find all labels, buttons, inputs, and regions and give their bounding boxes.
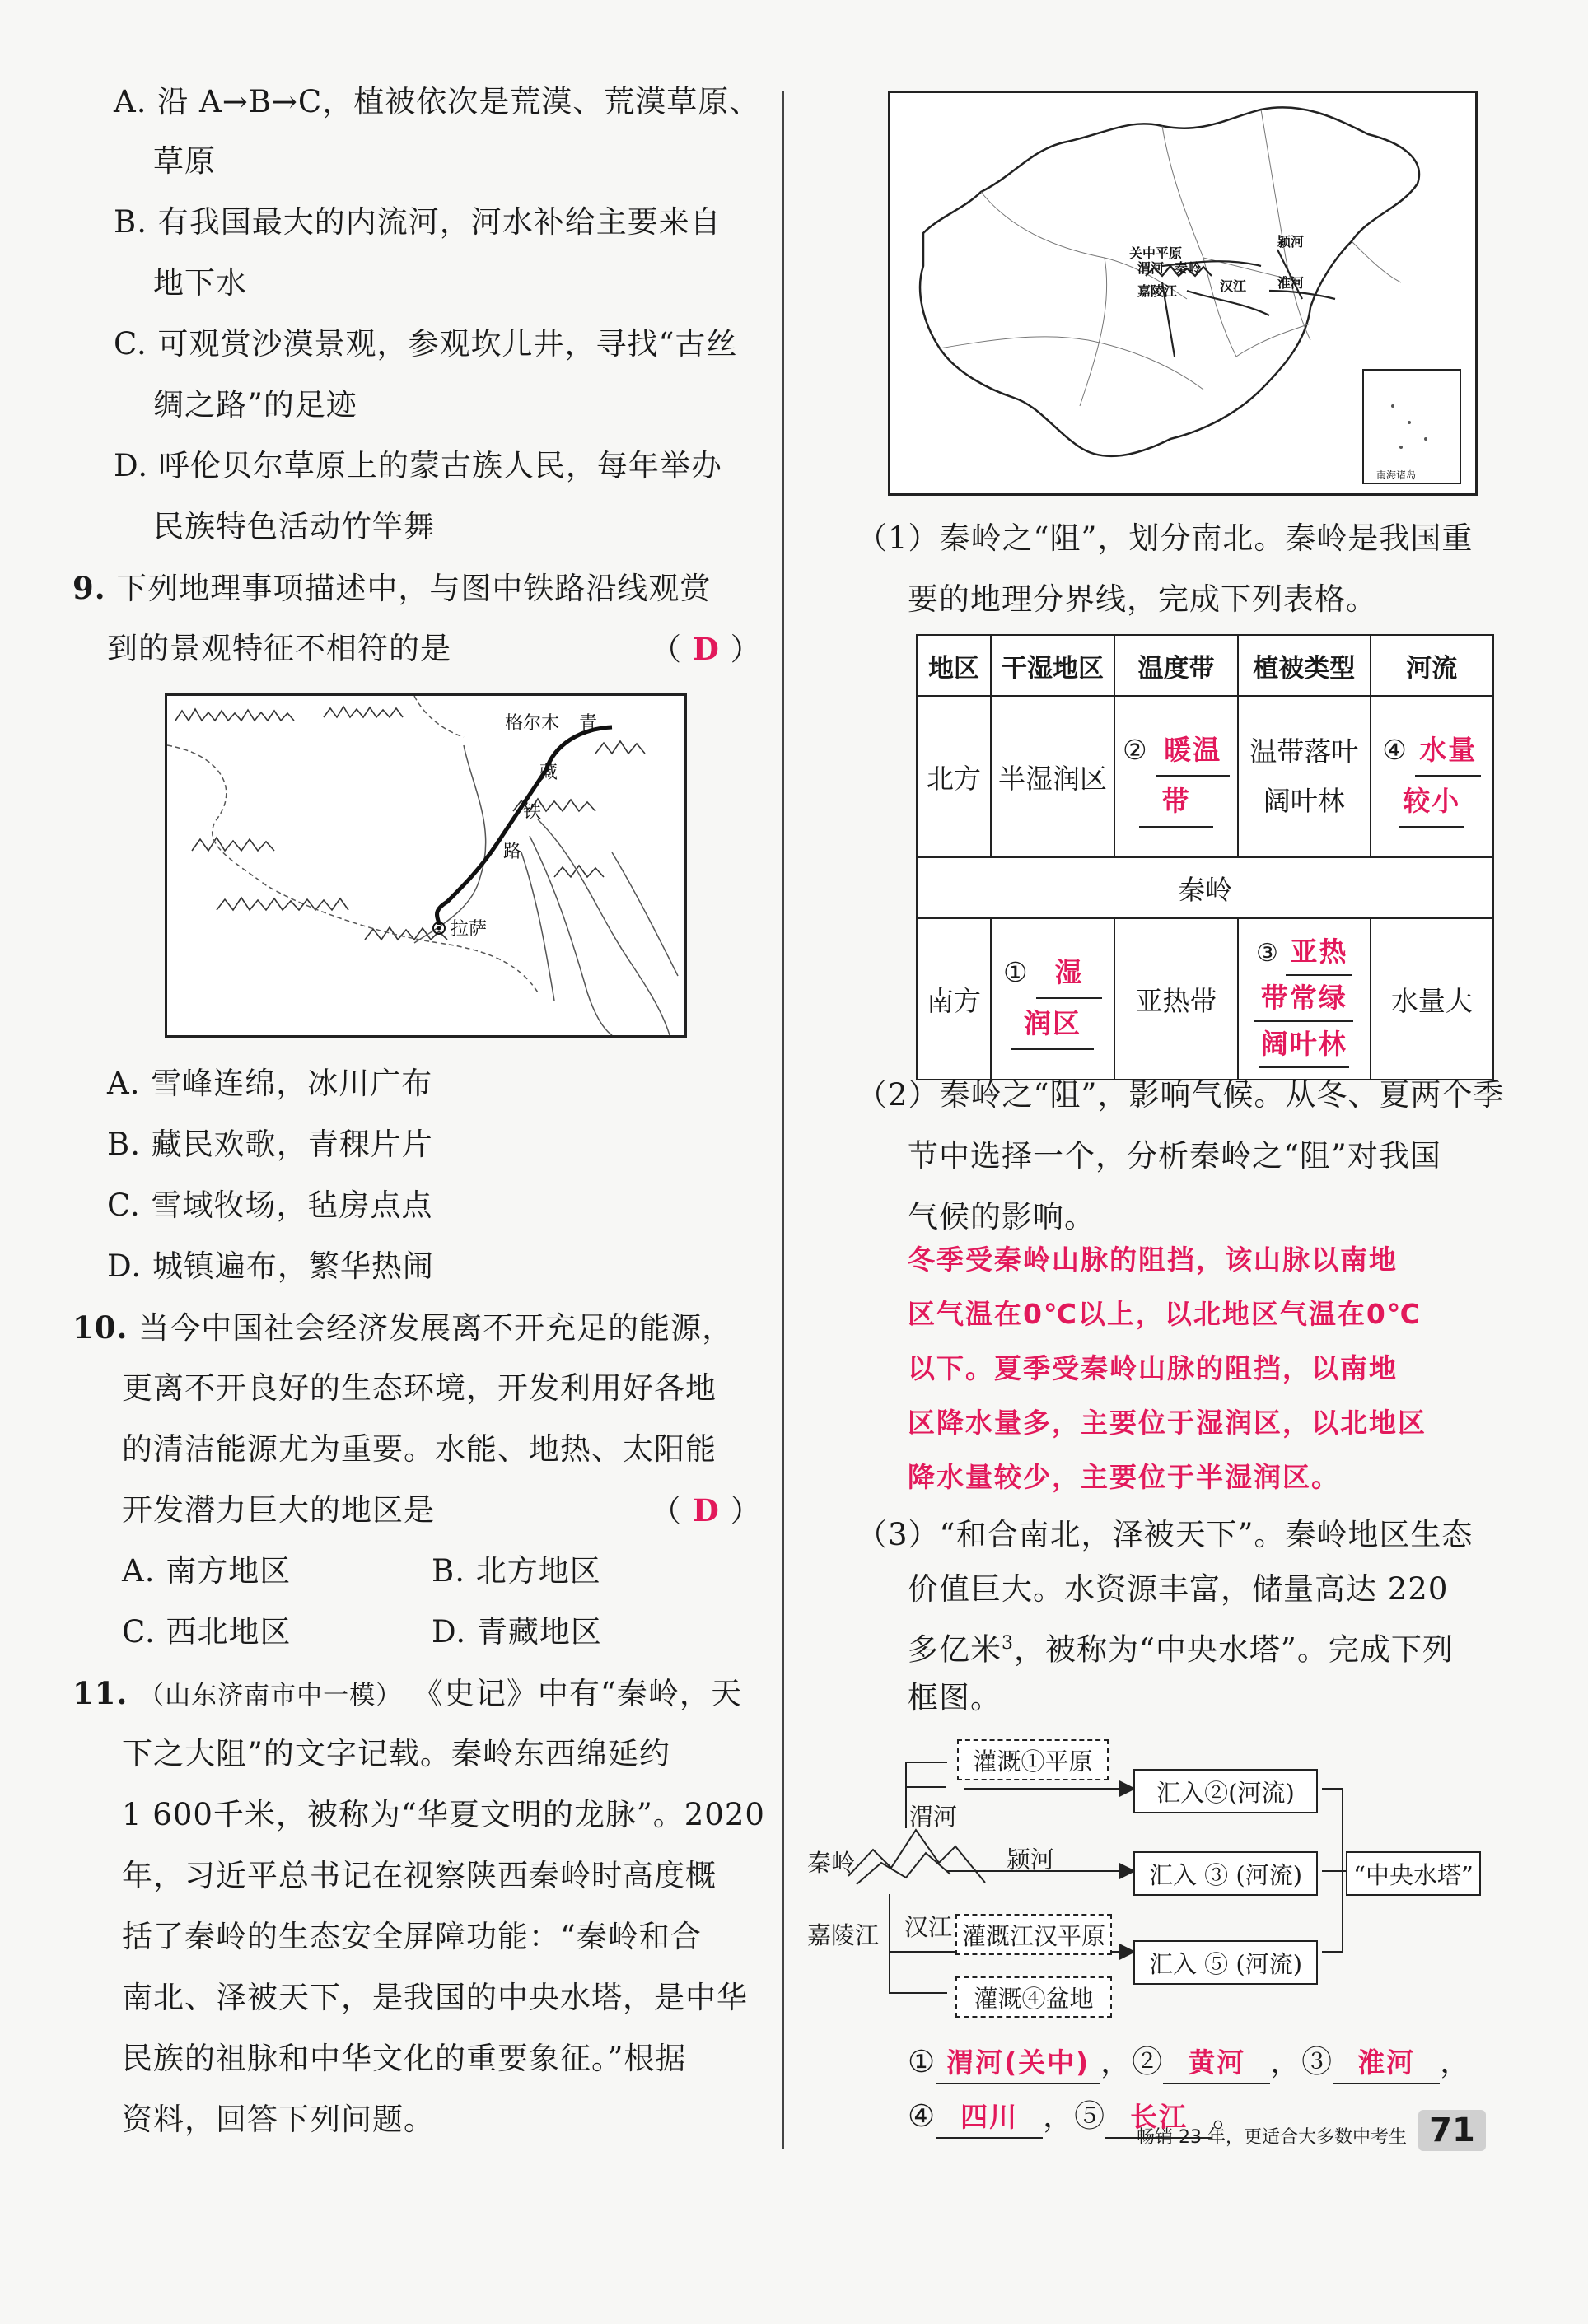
blank-marker-1: ① [1002, 956, 1028, 988]
q9-answer-slot [651, 629, 762, 670]
p2-line-1: （2）秦岭之“阻”，影响气候。从冬、夏两个季 [857, 1077, 1505, 1113]
q9-answer: D [692, 631, 720, 667]
north-region: 北方 [917, 696, 991, 857]
q9-stem-text: 下列地理事项描述中，与图中铁路沿线观赏 [116, 571, 712, 606]
q11-stem-text: 《史记》中有“秦岭，天 [412, 1676, 742, 1711]
q11-line-3: 1 600千米，被称为“华夏文明的龙脉”。2020 [122, 1797, 765, 1832]
p3-line-3a: 多亿米 [908, 1631, 1002, 1668]
q10-answer: D [692, 1492, 720, 1528]
q11-line-8: 资料，回答下列问题。 [122, 2102, 435, 2137]
marker-1: ① [908, 2044, 936, 2079]
railway-map-drawing [167, 696, 684, 1035]
label-qinling: 秦岭 [1175, 260, 1202, 276]
q10-option-b: B. 北方地区 [432, 1553, 601, 1589]
river-2 [538, 819, 670, 1035]
label-lhasa: 拉萨 [451, 919, 488, 940]
east-range [596, 741, 645, 754]
river-1 [414, 745, 486, 943]
label-weihe: 渭河 [1137, 260, 1165, 276]
gangdise-range [192, 838, 274, 851]
north-moisture: 半湿润区 [991, 696, 1114, 857]
q11-line-2: 下之大阻”的文字记载。秦岭东西绵延约 [122, 1736, 670, 1771]
qinling-divider: 秦岭 [917, 857, 1493, 918]
p2-answer-2: 区气温在0℃以上，以北地区气温在0℃ [908, 1298, 1422, 1330]
q9-option-b: B. 藏民欢歌，青稞片片 [107, 1127, 433, 1162]
label-zang: 藏 [539, 763, 558, 783]
kunlun-range-b [324, 707, 403, 717]
south-sea-inset [1363, 370, 1460, 483]
north-south-table [916, 634, 1494, 1080]
island-4 [1399, 446, 1403, 449]
north-veg-a: 温带落叶 [1249, 735, 1359, 768]
answer-2b: 带 [1139, 777, 1213, 828]
q11-line-5: 括了秦岭的生态安全屏障功能：“秦岭和合 [122, 1919, 702, 1954]
column-divider [782, 91, 784, 2149]
q9-option-a: A. 雪峰连绵，冰川广布 [107, 1066, 433, 1101]
label-hanjiang: 汉江 [1220, 278, 1247, 294]
th-river: 河流 [1371, 635, 1494, 696]
hanjiang-river [1187, 291, 1269, 315]
answer-3b: 带常绿 [1254, 976, 1353, 1022]
island-2 [1408, 421, 1411, 424]
answer-1a: 湿 [1036, 948, 1102, 999]
q10-line-3: 的清洁能源尤为重要。水能、地热、太阳能 [122, 1431, 717, 1467]
marker-5: ，⑤ [1043, 2098, 1106, 2134]
blank-marker-2: ② [1122, 734, 1147, 766]
province-border-5 [1080, 258, 1107, 406]
label-golmud: 格尔木 [505, 713, 560, 734]
q9-stem-cont: 到的景观特征不相符的是 [107, 631, 451, 666]
south-river: 水量大 [1371, 918, 1494, 1080]
flow-answer-3: 淮河 [1333, 2043, 1440, 2084]
period: 。 [1212, 2098, 1245, 2134]
river-3 [530, 836, 612, 1035]
label-huaihe: 淮河 [1277, 275, 1305, 291]
p3-superscript: 3 [1002, 1633, 1014, 1654]
south-temperature: 亚热带 [1114, 918, 1238, 1080]
q10-number: 10. [72, 1309, 128, 1346]
border-north [414, 696, 464, 737]
central-water-tower-box: “中央水塔” [1346, 1851, 1481, 1896]
province-border-2 [1162, 126, 1236, 357]
weihe-up [906, 1762, 946, 1787]
label-jialing: 嘉陵江 [1137, 283, 1178, 299]
china-map-drawing [890, 93, 1475, 493]
flow-answer-5: 长江 [1105, 2098, 1212, 2139]
label-guanzhong: 关中平原 [1129, 245, 1183, 261]
irrigate-basin-4-box: 灌溉④盆地 [955, 1976, 1112, 2018]
island-1 [1391, 404, 1394, 408]
blank-marker-3: ③ [1256, 939, 1278, 968]
th-region: 地区 [917, 635, 991, 696]
himalaya-range-a [217, 898, 348, 910]
q11-line-4: 年，习近平总书记在视察陕西秦岭时高度概 [122, 1858, 717, 1893]
hengduan-range [554, 866, 604, 877]
page-number: 71 [1418, 2110, 1486, 2151]
q9-option-c: C. 雪域牧场，毡房点点 [107, 1188, 433, 1223]
south-moisture-cell [991, 918, 1114, 1080]
q11-line-6: 南北、泽被天下，是我国的中央水塔，是中华 [122, 1980, 748, 2015]
north-row [917, 696, 1493, 857]
flow-into-3-box: 汇入 ③ (河流) [1133, 1851, 1318, 1896]
flow-label-hanjiang: 汉江 [904, 1913, 953, 1941]
south-vegetation-cell [1238, 918, 1371, 1080]
answer-3a: 亚热 [1286, 930, 1352, 976]
q8-option-d: D. 呼伦贝尔草原上的蒙古族人民，每年举办 [114, 448, 722, 483]
divider-row [917, 857, 1493, 918]
paren-open: （ [651, 1493, 682, 1528]
q8-option-c-cont: 绸之路”的足迹 [153, 387, 357, 422]
q8-option-a: A. 沿 A→B→C，植被依次是荒漠、荒漠草原、 [114, 84, 761, 119]
irrigate-jianghan-box: 灌溉江汉平原 [955, 1914, 1112, 1955]
p2-answer-3: 以下。夏季受秦岭山脉的阻挡，以南地 [908, 1352, 1398, 1384]
th-vegetation: 植被类型 [1238, 635, 1371, 696]
flow-answer-4: 四川 [936, 2098, 1043, 2139]
p1-line-1: （1）秦岭之“阻”，划分南北。秦岭是我国重 [857, 520, 1474, 556]
flow-label-jialing: 嘉陵江 [807, 1921, 880, 1949]
paren-open: （ [651, 632, 682, 667]
lhasa-dot [437, 926, 441, 931]
answer-1b: 润区 [1011, 999, 1094, 1050]
south-region: 南方 [917, 918, 991, 1080]
p2-answer-5: 降水量较少，主要位于半湿润区。 [908, 1461, 1340, 1493]
flow-label-yinghe: 颍河 [1007, 1846, 1055, 1874]
answer-4a: 水量 [1415, 726, 1481, 777]
label-tie: 铁 [523, 802, 542, 823]
label-yinghe: 颍河 [1277, 234, 1305, 250]
china-map [888, 91, 1478, 496]
q9-stem [72, 568, 711, 609]
label-lu: 路 [503, 842, 522, 862]
kunlun-range-a [175, 709, 294, 721]
q10-option-a: A. 南方地区 [122, 1553, 292, 1589]
label-qing: 青 [579, 713, 598, 734]
th-moisture: 干湿地区 [991, 635, 1114, 696]
footer-tagline: 畅销 23 年，更适合大多数中考生 [1137, 2127, 1407, 2148]
p3-line-3b: ，被称为“中央水塔”。完成下列 [1014, 1631, 1454, 1668]
q10-line-4: 开发潜力巨大的地区是 [122, 1492, 435, 1528]
q10-option-c: C. 西北地区 [122, 1614, 292, 1650]
flow-answers-row-1 [908, 2042, 1471, 2084]
river-5 [612, 852, 678, 976]
province-border-8 [1352, 241, 1401, 282]
marker-3: ，③ [1270, 2044, 1333, 2079]
province-border-4 [1261, 110, 1310, 340]
p2-answer-1: 冬季受秦岭山脉的阻挡，该山脉以南地 [908, 1244, 1398, 1276]
q11-number: 11. [72, 1675, 128, 1711]
flow-label-qinling: 秦岭 [807, 1849, 856, 1877]
q10-line-2: 更离不开良好的生态环境，开发利用好各地 [122, 1370, 717, 1406]
paren-close: ） [730, 1493, 762, 1528]
p2-line-3: 气候的影响。 [908, 1199, 1095, 1234]
answer-2a: 暖温 [1156, 726, 1230, 777]
answer-3c: 阔叶林 [1259, 1022, 1349, 1068]
answer-4b: 较小 [1399, 777, 1464, 828]
q11-stem [72, 1673, 742, 1715]
q10-stem [72, 1308, 733, 1348]
q9-option-d: D. 城镇遍布，繁华热闹 [107, 1248, 434, 1284]
q8-option-d-cont: 民族特色活动竹竿舞 [153, 509, 435, 544]
q8-option-b: B. 有我国最大的内流河，河水补给主要来自 [114, 204, 722, 240]
q10-stem-text: 当今中国社会经济发展离不开充足的能源， [138, 1310, 734, 1346]
north-temperature-cell [1114, 696, 1238, 857]
q8-option-b-cont: 地下水 [153, 265, 247, 301]
qinghai-tibet-railway-map [165, 693, 687, 1038]
p3-line-4: 框图。 [908, 1680, 1002, 1715]
flow-answer-2: 黄河 [1163, 2043, 1270, 2084]
q8-option-c: C. 可观赏沙漠景观，参观坎儿井，寻找“古丝 [114, 326, 738, 362]
p1-line-2: 要的地理分界线，完成下列表格。 [908, 581, 1377, 617]
flow-into-2-box: 汇入②(河流) [1133, 1769, 1318, 1813]
north-veg-b: 阔叶林 [1263, 785, 1345, 817]
p2-answer-4: 区降水量多，主要位于湿润区，以北地区 [908, 1407, 1427, 1439]
label-south-sea: 南海诸岛 [1376, 469, 1417, 481]
marker-4: ④ [908, 2098, 936, 2134]
q9-number: 9. [72, 570, 106, 606]
flow-into-5-box: 汇入 ⑤ (河流) [1133, 1940, 1318, 1985]
marker-2: ，② [1100, 2044, 1164, 2079]
north-vegetation-cell [1238, 696, 1371, 857]
q10-answer-slot [651, 1491, 762, 1531]
island-3 [1424, 437, 1427, 441]
flow-label-weihe: 渭河 [909, 1803, 958, 1831]
flow-answer-1: 渭河(关中) [936, 2043, 1100, 2084]
railway-line [437, 727, 613, 925]
north-river-cell [1371, 696, 1494, 857]
th-temperature: 温度带 [1114, 635, 1238, 696]
comma: ， [1440, 2044, 1472, 2079]
irrigate-plain-1-box: 灌溉①平原 [957, 1739, 1109, 1780]
blank-marker-4: ④ [1382, 734, 1407, 766]
qinling-mountain-shape-2 [857, 1853, 950, 1884]
p3-line-3 [908, 1624, 1454, 1669]
q10-option-d: D. 青藏地区 [432, 1614, 602, 1650]
p3-line-1: （3）“和合南北，泽被天下”。秦岭地区生态 [857, 1517, 1474, 1552]
paren-close: ） [730, 632, 762, 667]
jialing-branch [890, 1952, 947, 1993]
south-row [917, 918, 1493, 1080]
q8-option-a-cont: 草原 [153, 143, 216, 179]
p3-line-2: 价值巨大。水资源丰富，储量高达 220 [908, 1571, 1449, 1607]
q11-line-7: 民族的祖脉和中华文化的重要象征。”根据 [122, 2041, 687, 2076]
p2-line-2: 节中选择一个，分析秦岭之“阻”对我国 [908, 1138, 1441, 1174]
q11-source: （山东济南市中一模） [138, 1681, 403, 1710]
